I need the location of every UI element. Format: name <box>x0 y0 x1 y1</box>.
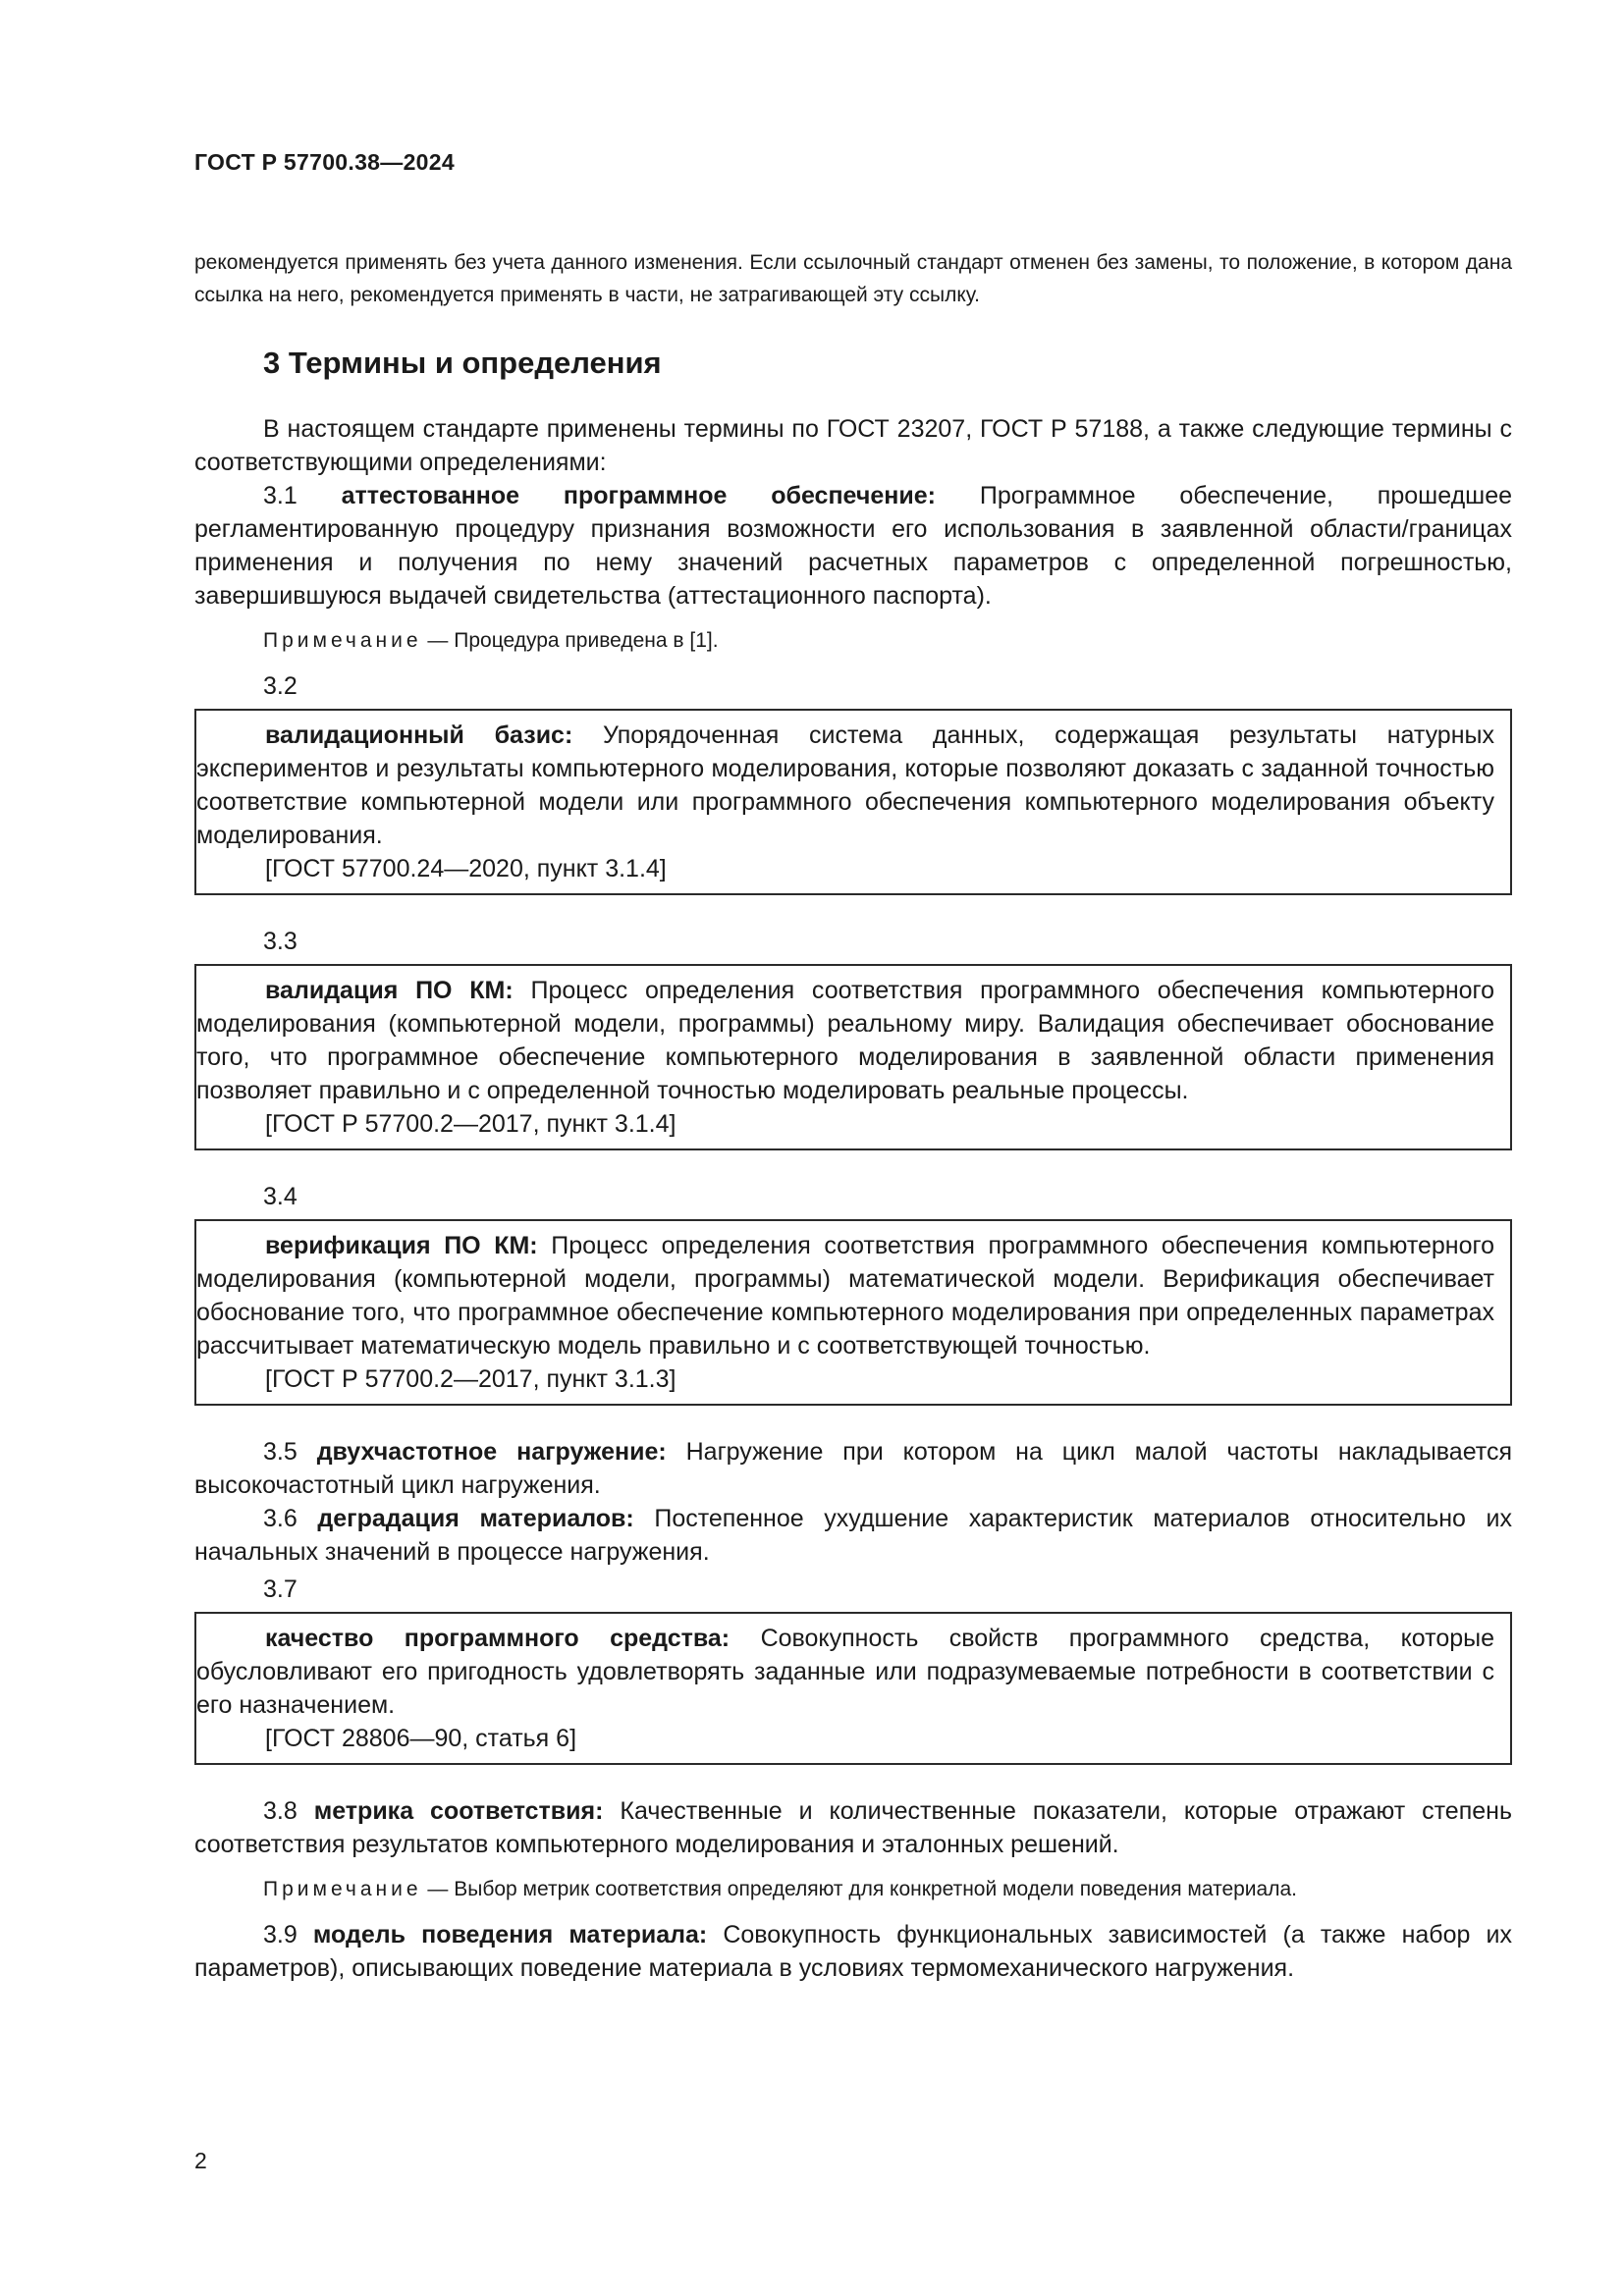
term-number-3-4: 3.4 <box>263 1183 298 1210</box>
note-label: Примечание <box>263 629 422 652</box>
note-3-1 <box>194 626 1512 656</box>
document-code: ГОСТ Р 57700.38—2024 <box>194 149 455 175</box>
term-number: 3.6 <box>263 1505 298 1532</box>
term-name: аттестованное программное обеспечение: <box>341 482 936 509</box>
term-definition: Совокупность свойств программного средства, которые обусловливают его пригодность удовлетворять заданные или подразумеваемые потребности в соответствии с его назначением. <box>196 1625 1494 1719</box>
term-number: 3.1 <box>263 482 298 509</box>
term-source: [ГОСТ 28806—90, статья 6] <box>265 1725 577 1752</box>
term-number: 3.9 <box>263 1921 298 1949</box>
term-3-6 <box>194 1502 1512 1569</box>
term-3-1 <box>194 479 1512 613</box>
term-3-9 <box>194 1918 1512 1985</box>
term-source: [ГОСТ 57700.24—2020, пункт 3.1.4] <box>265 855 667 882</box>
term-source: [ГОСТ Р 57700.2—2017, пункт 3.1.3] <box>265 1365 677 1393</box>
term-box-3-2 <box>194 709 1512 895</box>
note-3-8 <box>194 1875 1512 1904</box>
term-name: валидация ПО КМ: <box>265 977 514 1004</box>
term-3-4 <box>196 1229 1494 1362</box>
term-3-3 <box>196 974 1494 1107</box>
term-definition: Совокупность функциональных зависимостей (а также набор их параметров), описывающих поведение материала в условиях термомеханического нагружения. <box>194 1921 1512 1982</box>
term-number: 3.8 <box>263 1797 298 1825</box>
section-lead: В настоящем стандарте применены термины по ГОСТ 23207, ГОСТ Р 57188, а также следующие термины с соответствующими определениями: <box>194 415 1512 476</box>
term-name: валидационный базис: <box>265 721 573 749</box>
term-number-3-7: 3.7 <box>263 1575 298 1603</box>
term-name: двухчастотное нагружение: <box>316 1438 667 1466</box>
term-name: качество программного средства: <box>265 1625 731 1652</box>
note-text: — Выбор метрик соответствия определяют для конкретной модели поведения материала. <box>427 1878 1297 1900</box>
page-number: 2 <box>194 2148 207 2173</box>
term-name: деградация материалов: <box>317 1505 634 1532</box>
section-3 <box>194 334 1512 1985</box>
term-number: 3.5 <box>263 1438 298 1466</box>
term-box-3-4 <box>194 1219 1512 1406</box>
term-3-2 <box>196 719 1494 852</box>
term-name: метрика соответствия: <box>313 1797 604 1825</box>
term-name: верификация ПО КМ: <box>265 1232 538 1259</box>
term-3-7 <box>196 1622 1494 1722</box>
term-definition: Программное обеспечение, прошедшее регламентированную процедуру признания возможности его использования в заявленной области/границах применения и получения по нему значений расчетных параметров с определенной погрешностью, завершившуюся выдачей свидетельства (аттестационного паспорта). <box>194 482 1513 610</box>
term-definition: Постепенное ухудшение характеристик материалов относительно их начальных значений в процессе нагружения. <box>194 1505 1513 1566</box>
note-text: — Процедура приведена в [1]. <box>427 629 719 652</box>
term-definition: Процесс определения соответствия программного обеспечения компьютерного моделирования (компьютерной модели, программы) математической модели. Верификация обеспечивает обоснование того, что программное обеспечение компьютерного моделирования при определенных параметрах рассчитывает математическую модель правильно и с соответствующей точностью. <box>196 1232 1494 1360</box>
term-definition: Качественные и количественные показатели, которые отражают степень соответствия результатов компьютерного моделирования и эталонных решений. <box>194 1797 1512 1858</box>
term-box-3-3 <box>194 964 1512 1150</box>
term-definition: Нагружение при котором на цикл малой частоты накладывается высокочастотный цикл нагружения. <box>194 1438 1512 1499</box>
term-definition: Упорядоченная система данных, содержащая результаты натурных экспериментов и результаты компьютерного моделирования, которые позволяют доказать с заданной точностью соответствие компьютерной модели или программного обеспечения компьютерного моделирования объекту моделирования. <box>196 721 1494 849</box>
term-box-3-7 <box>194 1612 1512 1765</box>
note-label: Примечание <box>263 1878 422 1900</box>
term-number-3-3: 3.3 <box>263 928 298 955</box>
term-3-5 <box>194 1435 1512 1502</box>
term-definition: Процесс определения соответствия программного обеспечения компьютерного моделирования (компьютерной модели, программы) реальному миру. Валидация обеспечивает обоснование того, что программное обеспечение компьютерного моделирования в заявленной области применения позволяет правильно и с определенной точностью моделировать реальные процессы. <box>196 977 1494 1104</box>
term-name: модель поведения материала: <box>312 1921 708 1949</box>
intro-paragraph: рекомендуется применять без учета данного изменения. Если ссылочный стандарт отменен без замены, то положение, в котором дана ссылка на него, рекомендуется применять в части, не затрагивающей эту ссылку. <box>194 251 1512 306</box>
term-number-3-2: 3.2 <box>263 672 298 700</box>
section-title: 3 Термины и определения <box>263 346 662 380</box>
term-3-8 <box>194 1794 1512 1861</box>
term-source: [ГОСТ Р 57700.2—2017, пункт 3.1.4] <box>265 1110 677 1138</box>
